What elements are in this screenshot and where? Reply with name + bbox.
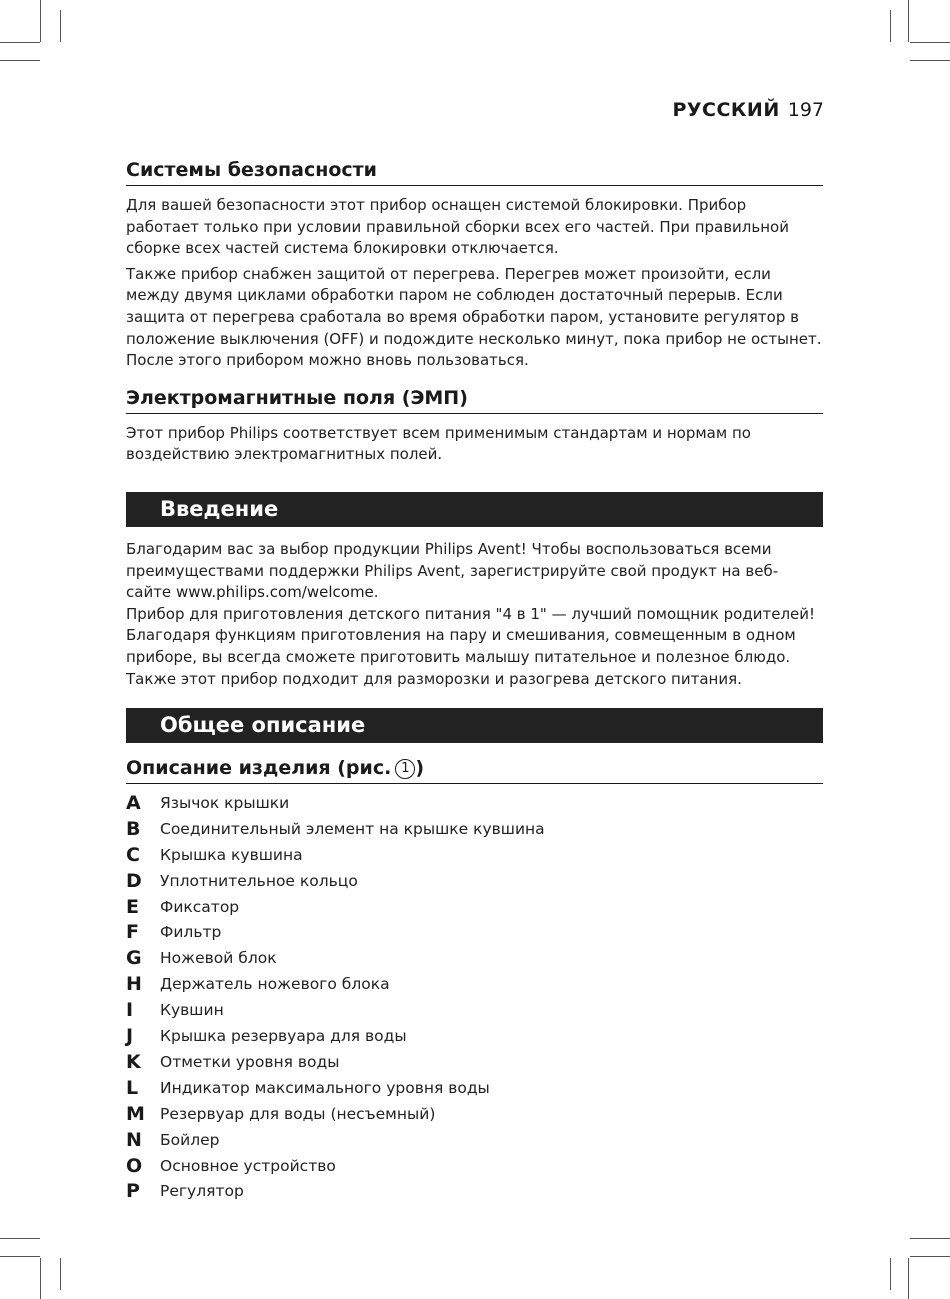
intro-text: Благодарим вас за выбор продукции Philips Avent! Чтобы воспользоваться всеми преимуществами поддержки Philips Avent, зарегистрируйте свой продукт на веб-сайте <box>126 539 779 602</box>
page-content <box>126 156 823 1204</box>
part-item <box>126 945 823 971</box>
crop-mark <box>890 1258 891 1290</box>
part-letter: O <box>126 1154 143 1177</box>
safety-heading: Системы безопасности <box>126 156 823 186</box>
part-letter: J <box>126 1025 134 1048</box>
part-label: Держатель ножевого блока <box>160 975 390 994</box>
part-item <box>126 894 823 920</box>
part-item <box>126 816 823 842</box>
emf-heading: Электромагнитные поля (ЭМП) <box>126 384 823 414</box>
part-label: Фиксатор <box>160 897 240 916</box>
language-label: РУССКИЙ <box>672 99 780 121</box>
part-letter: P <box>126 1180 140 1203</box>
crop-mark <box>908 0 909 42</box>
part-label: Язычок крышки <box>160 794 290 813</box>
part-letter: M <box>126 1102 145 1125</box>
part-label: Регулятор <box>160 1182 244 1201</box>
part-item <box>126 971 823 997</box>
crop-mark <box>890 10 891 42</box>
part-letter: C <box>126 843 140 866</box>
part-item <box>126 790 823 816</box>
part-item <box>126 868 823 894</box>
part-item <box>126 1127 823 1153</box>
product-description-title-end: ) <box>415 757 425 780</box>
part-label: Кувшин <box>160 1001 224 1020</box>
part-item <box>126 1049 823 1075</box>
figure-number-badge: 1 <box>395 759 415 779</box>
crop-mark <box>0 42 40 43</box>
part-label: Индикатор максимального уровня воды <box>160 1078 490 1097</box>
part-letter: E <box>126 895 139 918</box>
crop-mark <box>908 1258 909 1299</box>
part-letter: K <box>126 1050 141 1073</box>
crop-mark <box>0 1238 40 1239</box>
part-label: Соединительный элемент на крышке кувшина <box>160 819 545 838</box>
part-item <box>126 1075 823 1101</box>
part-label: Основное устройство <box>160 1156 336 1175</box>
part-item <box>126 1101 823 1127</box>
parts-list <box>126 790 823 1204</box>
part-item <box>126 997 823 1023</box>
product-description-heading <box>126 754 823 784</box>
part-label: Крышка кувшина <box>160 845 303 864</box>
part-item <box>126 842 823 868</box>
part-letter: G <box>126 947 142 970</box>
part-label: Резервуар для воды (несъемный) <box>160 1104 436 1123</box>
crop-mark <box>60 1258 61 1290</box>
crop-mark <box>910 1238 950 1239</box>
part-label: Фильтр <box>160 923 222 942</box>
part-item <box>126 1178 823 1204</box>
part-item <box>126 1153 823 1179</box>
intro-period: . <box>373 583 379 602</box>
crop-mark <box>910 60 950 61</box>
part-letter: B <box>126 817 141 840</box>
part-letter: N <box>126 1128 142 1151</box>
crop-mark <box>910 1256 950 1257</box>
part-letter: I <box>126 999 134 1022</box>
emf-paragraph: Этот прибор Philips соответствует всем применимым стандартам и нормам по воздействию электромагнитных полей. <box>126 423 751 464</box>
crop-mark <box>0 1256 40 1257</box>
part-letter: F <box>126 921 139 944</box>
crop-mark <box>40 1258 41 1299</box>
part-item <box>126 1023 823 1049</box>
part-letter: D <box>126 869 142 892</box>
part-label: Крышка резервуара для воды <box>160 1027 407 1046</box>
crop-mark <box>910 42 950 43</box>
intro-paragraph-1 <box>126 539 823 604</box>
part-letter: H <box>126 973 142 996</box>
part-label: Уплотнительное кольцо <box>160 871 358 890</box>
intro-banner: Введение <box>126 492 823 527</box>
safety-paragraph-2: Также прибор снабжен защитой от перегрева. Перегрев может произойти, если между двумя циклами обработки паром не соблюден достаточный перерыв. Если защита от перегрева сработала во время обработки паром, установите регулятор в положение выключения (OFF) и подождите несколько минут, пока прибор не остынет. После этого прибором можно вновь пользоваться. <box>126 264 822 370</box>
crop-mark <box>0 60 40 61</box>
crop-mark <box>60 10 61 42</box>
product-description-title: Описание изделия (рис. <box>126 757 392 780</box>
part-label: Отметки уровня воды <box>160 1052 340 1071</box>
part-label: Ножевой блок <box>160 949 277 968</box>
crop-mark <box>40 0 41 42</box>
intro-paragraph-2: Прибор для приготовления детского питания "4 в 1" — лучший помощник родителей! Благодаря функциям приготовления на пару и смешивания, совмещенным в одном приборе, вы всегда сможете приготовить малышу питательное и полезное блюдо. Также этот прибор подходит для разморозки и разогрева детского питания. <box>126 604 816 688</box>
page-number: 197 <box>787 99 824 121</box>
part-label: Бойлер <box>160 1130 220 1149</box>
general-banner: Общее описание <box>126 708 823 743</box>
part-item <box>126 920 823 946</box>
part-letter: A <box>126 792 141 815</box>
part-letter: L <box>126 1076 139 1099</box>
page-header <box>672 99 824 121</box>
safety-paragraph-1: Для вашей безопасности этот прибор оснащен системой блокировки. Прибор работает только при условии правильной сборки всех его частей. При правильной сборке всех частей система блокировки отключается. <box>126 196 789 258</box>
welcome-link[interactable]: www.philips.com/welcome <box>175 583 374 602</box>
